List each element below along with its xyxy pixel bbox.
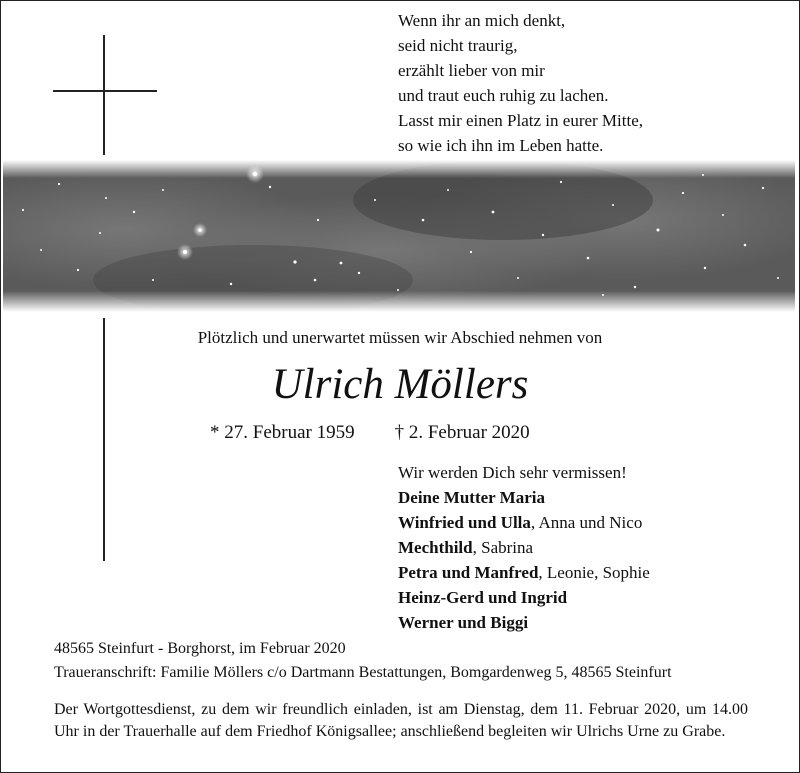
poem-line: Wenn ihr an mich denkt,	[398, 11, 566, 30]
mourning-address: Traueranschrift: Familie Möllers c/o Dartmann Bestattungen, Bomgardenweg 5, 48565 Steinfurt	[54, 664, 672, 681]
family-list	[398, 460, 650, 635]
family-line: Mechthild, Sabrina	[398, 538, 534, 557]
poem-line: und traut euch ruhig zu lachen.	[398, 86, 609, 105]
family-opening: Wir werden Dich sehr vermissen!	[398, 463, 627, 482]
family-line: Werner und Biggi	[398, 613, 529, 632]
family-line: Winfried und Ulla, Anna und Nico	[398, 513, 643, 532]
deceased-name: Ulrich Möllers	[271, 361, 529, 408]
birth-date: * 27. Februar 1959	[210, 422, 355, 443]
life-dates	[210, 421, 530, 445]
intro-text: Plötzlich und unerwartet müssen wir Abschied nehmen von	[197, 328, 603, 347]
poem-line: erzählt lieber von mir	[398, 61, 545, 80]
poem-line: so wie ich ihn im Leben hatte.	[398, 136, 604, 155]
cross-icon	[53, 35, 157, 155]
place-date: 48565 Steinfurt - Borghorst, im Februar 2020	[54, 640, 346, 657]
family-line: Heinz-Gerd und Ingrid	[398, 588, 568, 607]
family-line: Petra und Manfred, Leonie, Sophie	[398, 563, 650, 582]
service-info: Der Wortgottesdienst, zu dem wir freundlich einladen, ist am Dienstag, dem 11. Februar 2020, um 14.00 Uhr in der Trauerhalle auf dem Friedhof Königsallee; anschließend begleiten wir Ulrichs Urne zu Grabe.	[54, 701, 748, 740]
cross-stem	[103, 318, 105, 561]
death-date: † 2. Februar 2020	[394, 422, 530, 443]
poem-line: seid nicht traurig,	[398, 36, 518, 55]
poem-line: Lasst mir einen Platz in eurer Mitte,	[398, 111, 644, 130]
family-line: Deine Mutter Maria	[398, 488, 545, 507]
poem	[398, 8, 643, 158]
starry-sky-image	[3, 160, 795, 312]
